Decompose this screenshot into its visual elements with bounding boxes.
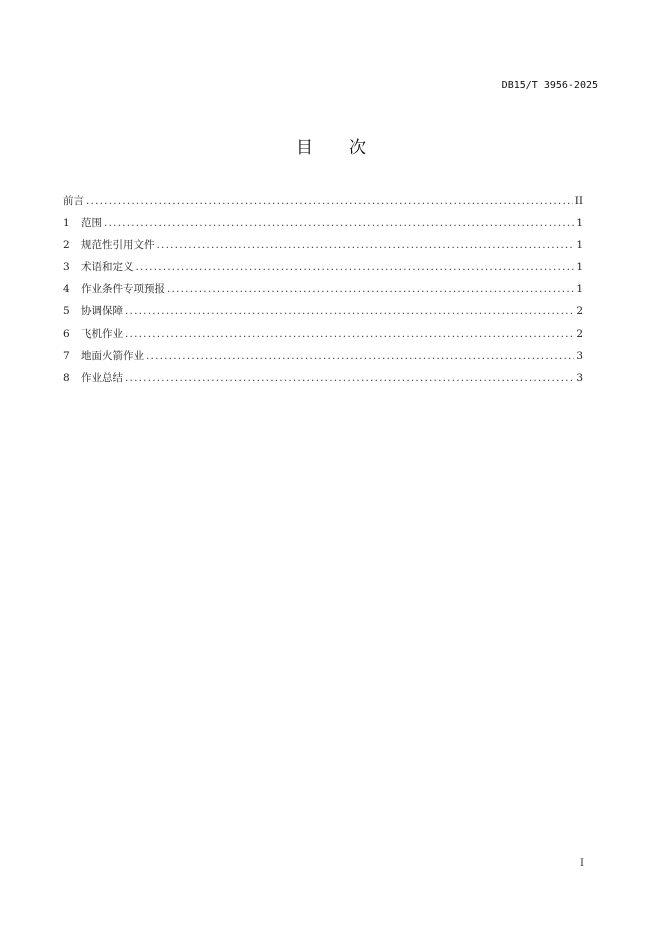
toc-entry-number: 5: [63, 305, 70, 318]
toc-entry-label: 飞机作业: [81, 327, 123, 340]
toc-entry-foreword[interactable]: [63, 190, 583, 212]
toc-entry-page: 1: [576, 283, 583, 296]
toc-entry-label: 术语和定义: [81, 261, 134, 274]
toc-entry-page: 3: [576, 371, 583, 384]
toc-entry-number: 1: [63, 217, 70, 230]
table-of-contents: [63, 190, 583, 389]
toc-entry-coordination[interactable]: [63, 300, 583, 322]
toc-entry-page: II: [574, 195, 583, 207]
toc-dot-leader: [136, 256, 575, 278]
toc-entry-label: 规范性引用文件: [81, 239, 155, 252]
toc-entry-page: 1: [576, 239, 583, 252]
toc-dot-leader: [86, 190, 573, 212]
page-number: I: [580, 858, 584, 869]
toc-entry-page: 2: [576, 305, 583, 318]
toc-entry-label: 范围: [81, 217, 102, 230]
toc-entry-number: 2: [63, 239, 70, 252]
toc-entry-ground-rocket[interactable]: [63, 345, 583, 367]
toc-entry-number: 3: [63, 261, 70, 274]
toc-entry-number: 6: [63, 327, 70, 340]
toc-entry-page: 1: [576, 261, 583, 274]
toc-entry-page: 1: [576, 217, 583, 230]
toc-entry-label: 作业条件专项预报: [81, 283, 165, 296]
toc-entry-label: 作业总结: [81, 371, 123, 384]
toc-entry-terms-definitions[interactable]: [63, 256, 583, 278]
toc-entry-forecast[interactable]: [63, 278, 583, 300]
toc-title: 目次: [296, 138, 402, 158]
toc-entry-page: 2: [576, 327, 583, 340]
toc-dot-leader: [157, 234, 575, 256]
toc-entry-summary[interactable]: [63, 367, 583, 389]
toc-entry-label: 前言: [63, 195, 84, 207]
toc-dot-leader: [125, 367, 574, 389]
toc-dot-leader: [125, 300, 574, 322]
toc-entry-page: 3: [576, 349, 583, 362]
toc-dot-leader: [104, 212, 574, 234]
toc-entry-aircraft-operation[interactable]: [63, 323, 583, 345]
toc-entry-label: 地面火箭作业: [81, 349, 144, 362]
document-code: DB15/T 3956-2025: [501, 80, 598, 91]
toc-entry-number: 4: [63, 283, 70, 296]
toc-entry-number: 8: [63, 371, 70, 384]
toc-entry-number: 7: [63, 349, 70, 362]
toc-entry-scope[interactable]: [63, 212, 583, 234]
toc-dot-leader: [146, 345, 574, 367]
toc-entry-normative-references[interactable]: [63, 234, 583, 256]
toc-dot-leader: [167, 278, 574, 300]
toc-dot-leader: [125, 323, 574, 345]
toc-entry-label: 协调保障: [81, 305, 123, 318]
